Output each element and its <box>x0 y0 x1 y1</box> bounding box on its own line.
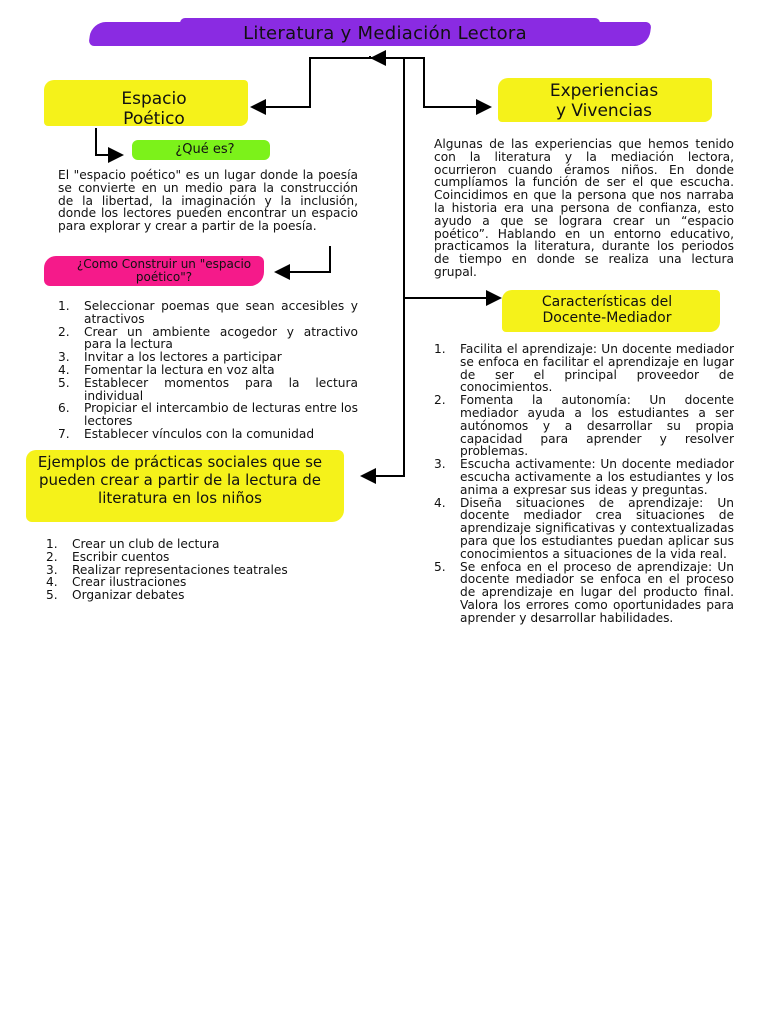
list-item: Organizar debates <box>72 588 185 603</box>
page-title: Literatura y Mediación Lectora <box>243 23 527 44</box>
list-item: Crear un ambiente acogedor y atractivo para la lectura <box>84 324 358 352</box>
list-item: Invitar a los lectores a participar <box>84 350 282 365</box>
list-item: Establecer momentos para la lectura individual <box>84 375 358 403</box>
experiencias-text: Algunas de las experiencias que hemos tenido con la literatura y la mediación lectora, ocurrieron cuando éramos niños. En donde cumplíamos la función de ser el que escucha. Coincidimos en que la persona que nos narraba la historia era una persona de confianza, esto ayudo a que se lograra crear un “espacio poético”. Hablando en un entorno educativo, practicamos la literatura, durante los periodos de tiempo en donde se realiza una lectura grupal. <box>434 138 734 279</box>
list-item: Establecer vínculos con la comunidad <box>84 426 315 441</box>
connector-espacio-quees <box>96 128 122 155</box>
connector-title-left <box>252 58 404 107</box>
list-item: Seleccionar poemas que sean accesibles y atractivos <box>84 299 358 326</box>
experiencias-heading: Experiencias y Vivencias <box>549 81 659 121</box>
practicas-heading: Ejemplos de prácticas sociales que se pueden crear a partir de la lectura de literatura en los niños <box>37 453 323 507</box>
connector-to-como <box>276 246 330 272</box>
list-item: Facilita el aprendizaje: Un docente mediador se enfoca en facilitar el aprendizaje en lugar de ser el principal proveedor de conocimientos. <box>460 342 734 395</box>
list-item: Escribir cuentos <box>72 549 170 564</box>
list-item: Escucha activamente: Un docente mediador escucha activamente a los estudiantes y los anima a expresar sus ideas y preguntas. <box>460 457 734 497</box>
que-es-label: ¿Qué es? <box>175 142 235 157</box>
connector-main-vertical <box>362 58 404 476</box>
espacio-definition: El "espacio poético" es un lugar donde la poesía se convierte en un medio para la construcción de la libertad, la imaginación y la inclusión, donde los lectores pueden encontrar un espacio para explorar y crear a partir de la poesía. <box>58 168 358 234</box>
list-item: Crear un club de lectura <box>72 537 220 551</box>
como-label: ¿Como Construir un "espacio poético"? <box>76 257 252 284</box>
connector-title-right <box>404 58 490 107</box>
list-item: Fomentar la lectura en voz alta <box>84 362 275 377</box>
list-item: Crear ilustraciones <box>72 575 187 590</box>
list-item: Se enfoca en el proceso de aprendizaje: Un docente mediador se enfoca en el proceso de aprendizaje en lugar del producto final. Valora los errores como oportunidades para aprender y desarrollar habilidades. <box>460 559 734 625</box>
list-item: Realizar representaciones teatrales <box>72 562 288 577</box>
list-item: Fomenta la autonomía: Un docente mediador ayuda a los estudiantes a ser autónomos y a desarrollar su propia capacidad para aprender y resolver problemas. <box>460 393 734 459</box>
list-item: Diseña situaciones de aprendizaje: Un docente mediador crea situaciones de aprendizaje significativas y contextualizadas para que los estudiantes puedan aplicar sus conocimientos a situaciones de la vida real. <box>460 495 734 561</box>
steps-list <box>58 300 358 441</box>
list-item: Propiciar el intercambio de lecturas entre los lectores <box>84 401 358 429</box>
espacio-heading: Espacio Poético <box>121 89 187 129</box>
docente-list <box>434 343 734 625</box>
practicas-list <box>46 538 346 602</box>
docente-heading: Características del Docente-Mediador <box>541 294 673 326</box>
